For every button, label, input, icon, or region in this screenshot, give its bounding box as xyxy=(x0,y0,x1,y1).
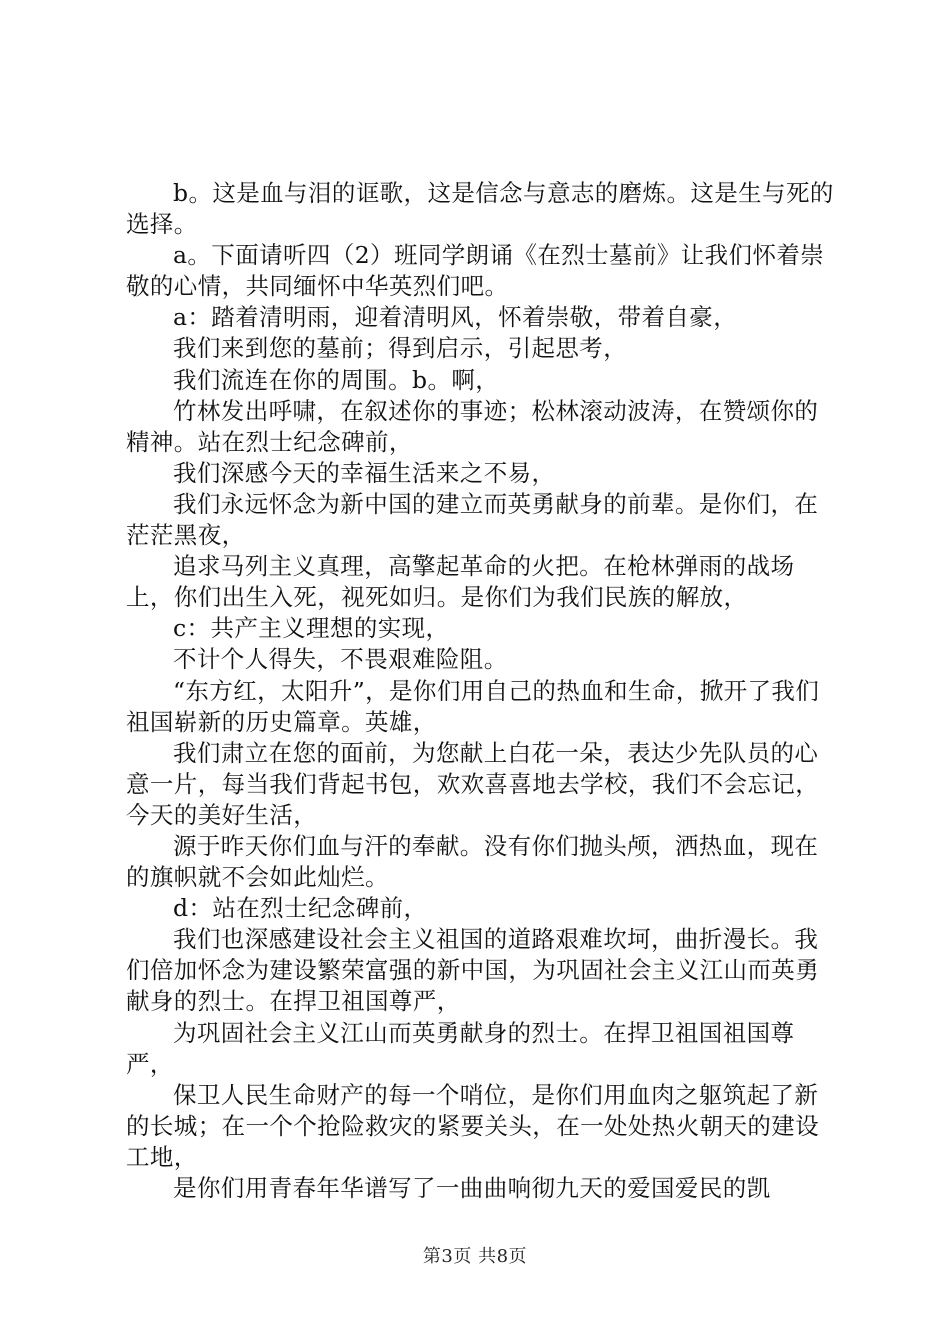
paragraph: a：踏着清明雨，迎着清明风，怀着崇敬，带着自豪， xyxy=(173,303,738,332)
paragraph: b。这是血与泪的诓歌，这是信念与意志的磨炼。这是生与死的选择。 xyxy=(126,179,834,239)
paragraph: 我们流连在你的周围。b。啊， xyxy=(173,365,500,394)
paragraph: 我们也深感建设社会主义祖国的道路艰难坎坷，曲折漫长。我们倍加怀念为建设繁荣富强的新中国，为巩固社会主义江山而英勇献身的烈士。在捍卫祖国尊严， xyxy=(126,925,820,1016)
paragraph: 为巩固社会主义江山而英勇献身的烈士。在捍卫祖国祖国尊严， xyxy=(126,1018,795,1078)
paragraph: 竹林发出呼啸，在叙述你的事迹；松林滚动波涛，在赞颂你的精神。站在烈士纪念碑前， xyxy=(126,396,819,456)
paragraph: 是你们用青春年华谱写了一曲曲响彻九天的爱国爱民的凯 xyxy=(173,1174,771,1202)
paragraph: a。下面请听四（2）班同学朗诵《在烈士墓前》让我们怀着崇敬的心情，共同缅怀中华英烈们吧。 xyxy=(126,241,825,301)
paragraph: d：站在烈士纪念碑前， xyxy=(173,894,428,923)
page-number-footer: 第3页 共8页 xyxy=(422,1246,528,1267)
paragraph: 我们永远怀念为新中国的建立而英勇献身的前辈。是你们，在茫茫黑夜， xyxy=(126,489,819,550)
paragraph: 追求马列主义真理，高擎起革命的火把。在枪林弹雨的战场上，你们出生入死，视死如归。是你们为我们民族的解放， xyxy=(126,552,795,612)
body-text xyxy=(126,178,836,1204)
paragraph: 源于昨天你们血与汗的奉献。没有你们抛头颅，洒热血，现在的旗帜就不会如此灿烂。 xyxy=(126,831,819,892)
paragraph: 我们来到您的墓前；得到启示，引起思考， xyxy=(173,334,628,363)
paragraph: 我们深感今天的幸福生活来之不易， xyxy=(173,458,556,487)
paragraph: “东方红，太阳升”，是你们用自己的热血和生命，掀开了我们祖国崭新的历史篇章。英雄， xyxy=(126,676,820,736)
paragraph: 保卫人民生命财产的每一个哨位，是你们用血肉之躯筑起了新的长城；在一个个抢险救灾的紧要关头，在一处处热火朝天的建设工地， xyxy=(126,1080,820,1171)
paragraph: c：共产主义理想的实现， xyxy=(173,614,450,643)
paragraph: 我们肃立在您的面前，为您献上白花一朵，表达少先队员的心意一片，每当我们背起书包，欢欢喜喜地去学校，我们不会忘记，今天的美好生活， xyxy=(126,738,820,829)
paragraph: 不计个人得失，不畏艰难险阻。 xyxy=(173,645,508,674)
